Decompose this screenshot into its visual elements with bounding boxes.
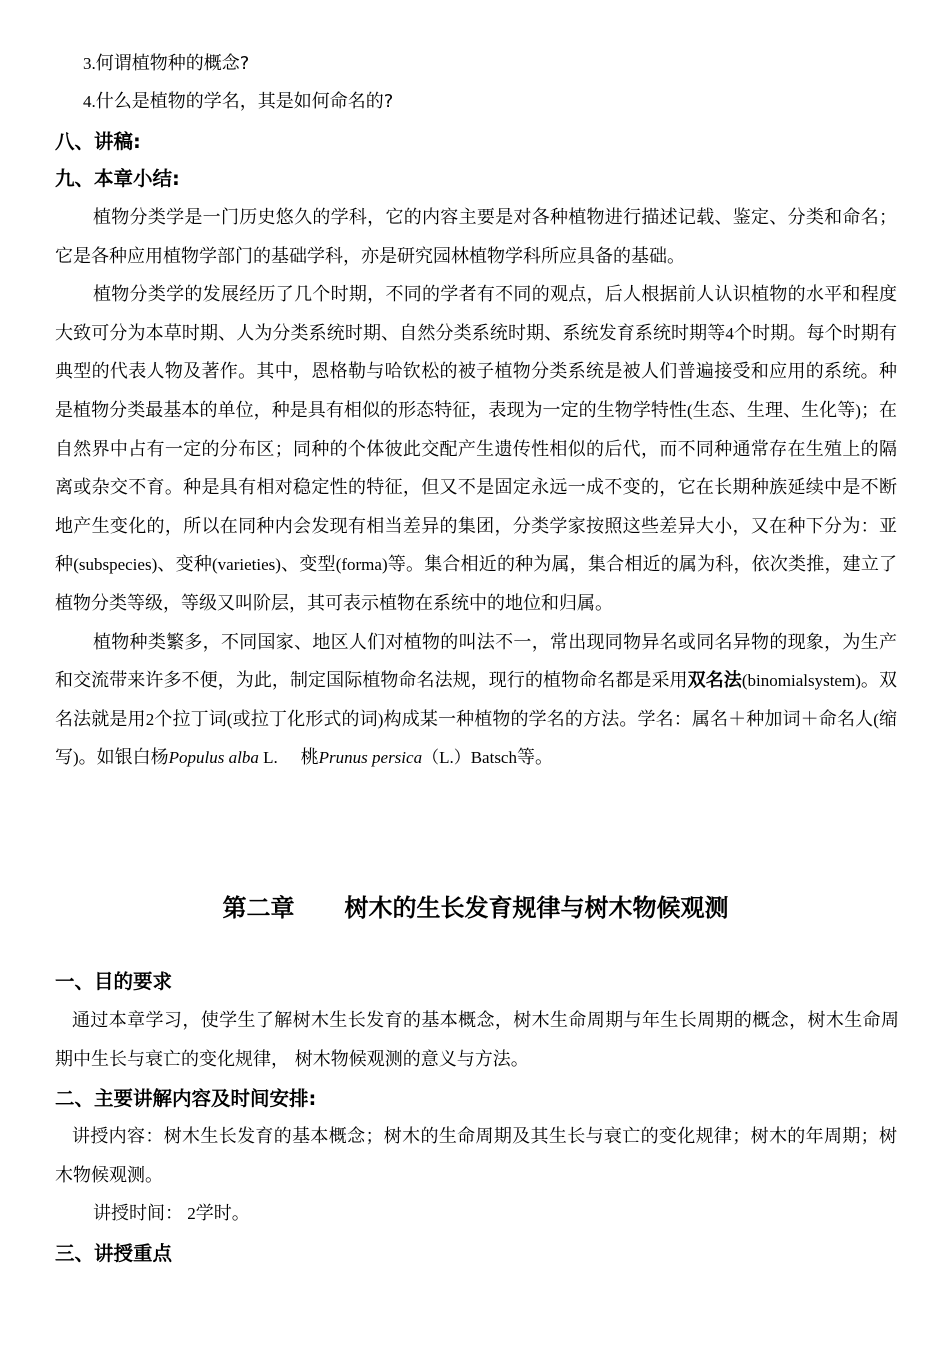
question-3: [83, 50, 249, 78]
time-unit: 学时。: [195, 1203, 250, 1225]
p2-paren-close: ): [855, 400, 861, 420]
question-3-number: 3.: [83, 54, 96, 73]
p3-paren-1: (: [226, 709, 233, 729]
p2-text-e: 、变种: [157, 554, 213, 576]
p3-paren-3: (: [873, 709, 879, 729]
p2-number-4: 4: [725, 323, 734, 343]
c2-section-1-body: [55, 1002, 899, 1079]
p2-varieties: (varieties): [212, 555, 281, 575]
time-value: 2: [183, 1204, 196, 1224]
p2-text-d: ；在自然界中占有一定的分布区；同种的个体彼此交配产生遗传性相似的后代，而不同种通常存在生殖上的隔离或杂交不育。种是具有相对稳定性的特征，但又不是固定永远一成不变的，它在长期种族延续中是不断地产生变化的，所以在同种内会发现有相当差异的集团，分类学家按照这些差异大小，又在种下分为：亚种: [55, 399, 898, 576]
time-label: 讲授时间：: [93, 1203, 183, 1225]
p3-text-c: 个拉丁词: [154, 708, 227, 730]
p3-text-f: 缩写: [55, 708, 898, 769]
p3-text-h: 桃: [277, 747, 319, 769]
p3-text-i: 等。: [516, 747, 553, 769]
c2-section-2-heading: 二、主要讲解内容及时间安排:: [55, 1087, 317, 1110]
p3-text-d: 或拉丁化形式的词: [232, 708, 378, 730]
p3-paren-4: ): [73, 748, 79, 768]
p2-text-b: 个时期。每个时期有典型的代表人物及著作。其中，恩格勒与哈钦松的被子植物分类系统是被人们普遍接受和应用的系统。种是植物分类最基本的单位，种是具有相似的形态特征，表现为一定的生物学特性: [55, 322, 897, 421]
section-9-heading: 九、本章小结:: [55, 167, 180, 190]
c2-section-1-heading: 一、目的要求: [55, 970, 173, 993]
species-1-author: L.: [258, 748, 278, 768]
p2-text-c: 生态、生理、生化等: [692, 399, 856, 421]
chapter-number: 第二章: [222, 894, 295, 922]
p3-text-a: 植物种类繁多，不同国家、地区人们对植物的叫法不一，常出现同物异名或同名异物的现象，为生产和交流带来许多不便，为此，制定国际植物命名法规，现行的植物命名都是采用: [55, 631, 897, 692]
species-populus-alba: Populus alba: [168, 748, 259, 768]
p3-text-g: 。如银白杨: [78, 747, 169, 769]
p3-binomial-latin: (binomialsystem): [741, 671, 861, 691]
p3-text-b: 。双名法就是用: [55, 670, 898, 730]
question-4-text: 什么是植物的学名，其是如何命名的?: [95, 91, 394, 112]
question-4: [83, 88, 393, 116]
summary-paragraph-3: [55, 624, 897, 778]
c2-section-3-heading: 三、讲授重点: [55, 1242, 173, 1265]
chapter-title: [0, 892, 951, 924]
p2-text-g: 等。集合相近的种为属，集合相近的属为科，依次类推，建立了植物分类等级，等级又叫阶层，其可表示植物在系统中的地位和归属。: [55, 554, 898, 614]
c2-section-2-body: [55, 1118, 897, 1234]
binomial-term: 双名法: [687, 670, 742, 692]
question-3-text: 何谓植物种的概念?: [95, 53, 250, 74]
p2-subspecies: (subspecies): [73, 555, 158, 575]
p3-paren-2: ): [377, 709, 384, 729]
species-2-author: （L.）Batsch: [422, 748, 517, 768]
summary-paragraph-2: [55, 276, 897, 623]
p2-text-a: 植物分类学的发展经历了几个时期，不同的学者有不同的观点，后人根据前人认识植物的水平和程度大致可分为本草时期、人为分类系统时期、自然分类系统时期、系统发育系统时期等: [55, 284, 897, 344]
c2-section-2-time: [55, 1195, 897, 1234]
summary-block: [55, 199, 897, 778]
chapter-name: 树木的生长发育规律与树木物候观测: [344, 894, 729, 922]
question-4-number: 4.: [83, 92, 96, 111]
p2-text-f: 、变型: [280, 554, 336, 576]
p2-forma: (forma): [335, 555, 388, 575]
p3-number-2: 2: [145, 709, 155, 729]
c2-section-2-text: 讲授内容：树木生长发育的基本概念；树木的生命周期及其生长与衰亡的变化规律；树木的年周期；树木物候观测。: [55, 1126, 897, 1186]
section-8-heading: 八、讲稿:: [55, 130, 141, 153]
p2-paren-open: (: [687, 400, 693, 420]
summary-paragraph-1: 植物分类学是一门历史悠久的学科，它的内容主要是对各种植物进行描述记载、鉴定、分类和命名；它是各种应用植物学部门的基础学科，亦是研究园林植物学科所应具备的基础。: [55, 207, 897, 267]
p3-text-e: 构成某一种植物的学名的方法。学名：属名＋种加词＋命名人: [383, 708, 874, 730]
species-prunus-persica: Prunus persica: [318, 748, 423, 768]
c2-section-1-text: 通过本章学习，使学生了解树木生长发育的基本概念，树木生命周期与年生长周期的概念，树木生命周期中生长与衰亡的变化规律， 树木物候观测的意义与方法。: [55, 1010, 899, 1070]
